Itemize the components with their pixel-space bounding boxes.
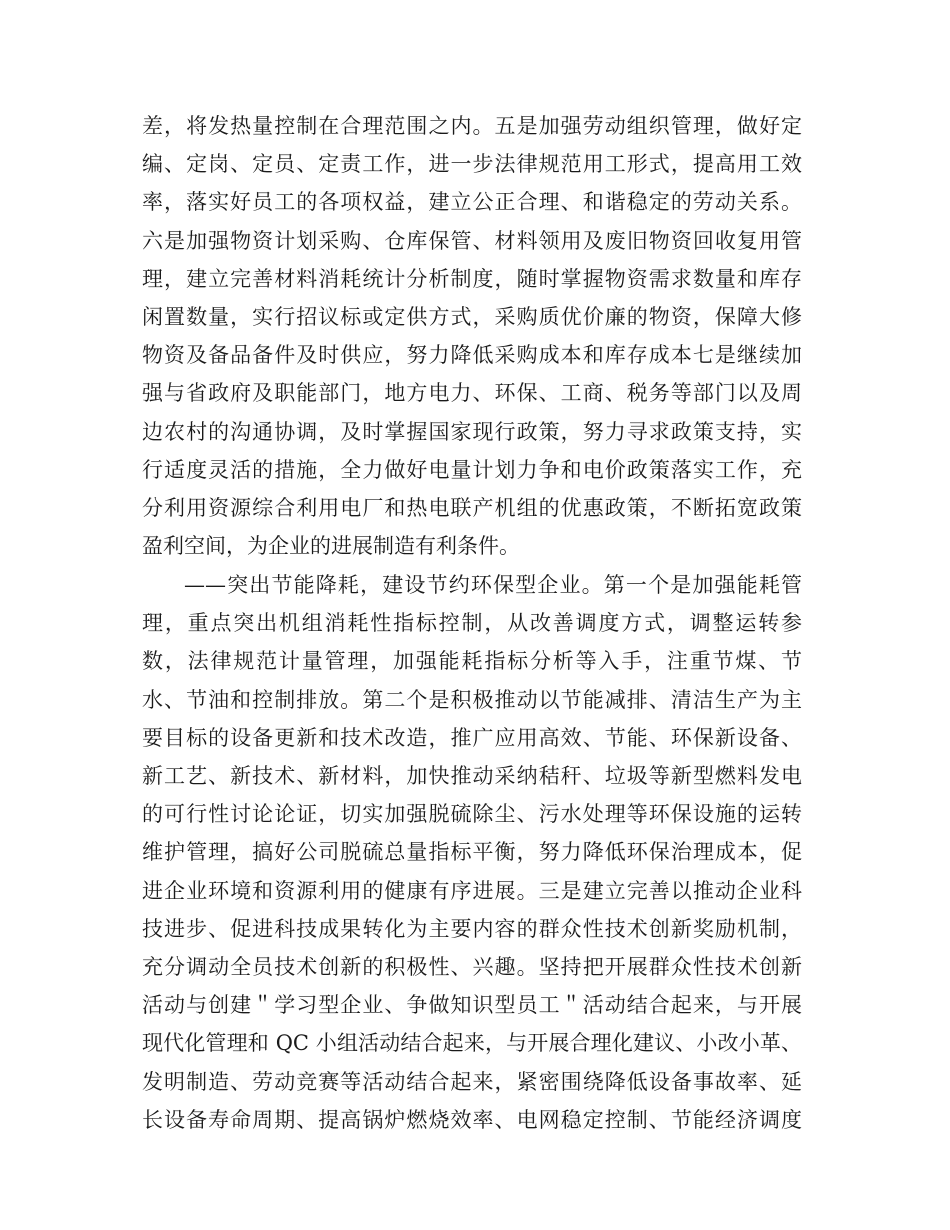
text-line: 维护管理，搞好公司脱硫总量指标平衡，努力降低环保治理成本，促 (142, 840, 802, 865)
text-line: 要目标的设备更新和技术改造，推广应用高效、节能、环保新设备、 (142, 725, 802, 750)
text-line: 水、节油和控制排放。第二个是积极推动以节能减排、清洁生产为主 (142, 687, 802, 712)
text-line: 数，法律规范计量管理，加强能耗指标分析等入手，注重节煤、节 (142, 649, 802, 674)
text-line: 理，建立完善材料消耗统计分析制度，随时掌握物资需求数量和库存 (142, 266, 802, 291)
text-line: 技进步、促进科技成果转化为主要内容的群众性技术创新奖励机制， (142, 916, 802, 941)
text-line: 物资及备品备件及时供应，努力降低采购成本和库存成本七是继续加 (142, 343, 802, 368)
text-line: 行适度灵活的措施，全力做好电量计划力争和电价政策落实工作，充 (142, 457, 802, 482)
text-line: ——突出节能降耗，建设节约环保型企业。第一个是加强能耗管 (184, 573, 802, 597)
text-line: 发明制造、劳动竞赛等活动结合起来，紧密围绕降低设备事故率、延 (142, 1069, 802, 1094)
text-line: 长设备寿命周期、提高锅炉燃烧效率、电网稳定控制、节能经济调度 (142, 1107, 802, 1132)
text-line: 盈利空间，为企业的进展制造有利条件。 (142, 534, 520, 559)
text-line: 活动与创建＂学习型企业、争做知识型员工＂活动结合起来，与开展 (142, 993, 802, 1018)
text-line: 的可行性讨论论证，切实加强脱硫除尘、污水处理等环保设施的运转 (142, 802, 802, 827)
text-line: 现代化管理和 QC 小组活动结合起来，与开展合理化建议、小改小革、 (142, 1031, 802, 1056)
text-line: 分利用资源综合利用电厂和热电联产机组的优惠政策，不断拓宽政策 (142, 496, 802, 520)
text-line: 边农村的沟通协调，及时掌握国家现行政策，努力寻求政策支持，实 (142, 419, 802, 444)
text-line: 差，将发热量控制在合理范围之内。五是加强劳动组织管理，做好定 (142, 114, 802, 138)
text-line: 编、定岗、定员、定责工作，进一步法律规范用工形式，提高用工效 (142, 152, 802, 177)
text-line: 率，落实好员工的各项权益，建立公正合理、和谐稳定的劳动关系。 (142, 190, 802, 215)
text-line: 进企业环境和资源利用的健康有序进展。三是建立完善以推动企业科 (142, 878, 802, 903)
text-line: 充分调动全员技术创新的积极性、兴趣。坚持把开展群众性技术创新 (142, 955, 802, 979)
text-line: 六是加强物资计划采购、仓库保管、材料领用及废旧物资回收复用管 (142, 228, 802, 253)
text-line: 理，重点突出机组消耗性指标控制，从改善调度方式，调整运转参 (142, 611, 802, 636)
text-line: 闲置数量，实行招议标或定供方式，采购质优价廉的物资，保障大修 (142, 305, 802, 329)
text-line: 强与省政府及职能部门，地方电力、环保、工商、税务等部门以及周 (142, 381, 802, 406)
text-line: 新工艺、新技术、新材料，加快推动采纳秸秆、垃圾等新型燃料发电 (142, 764, 802, 788)
